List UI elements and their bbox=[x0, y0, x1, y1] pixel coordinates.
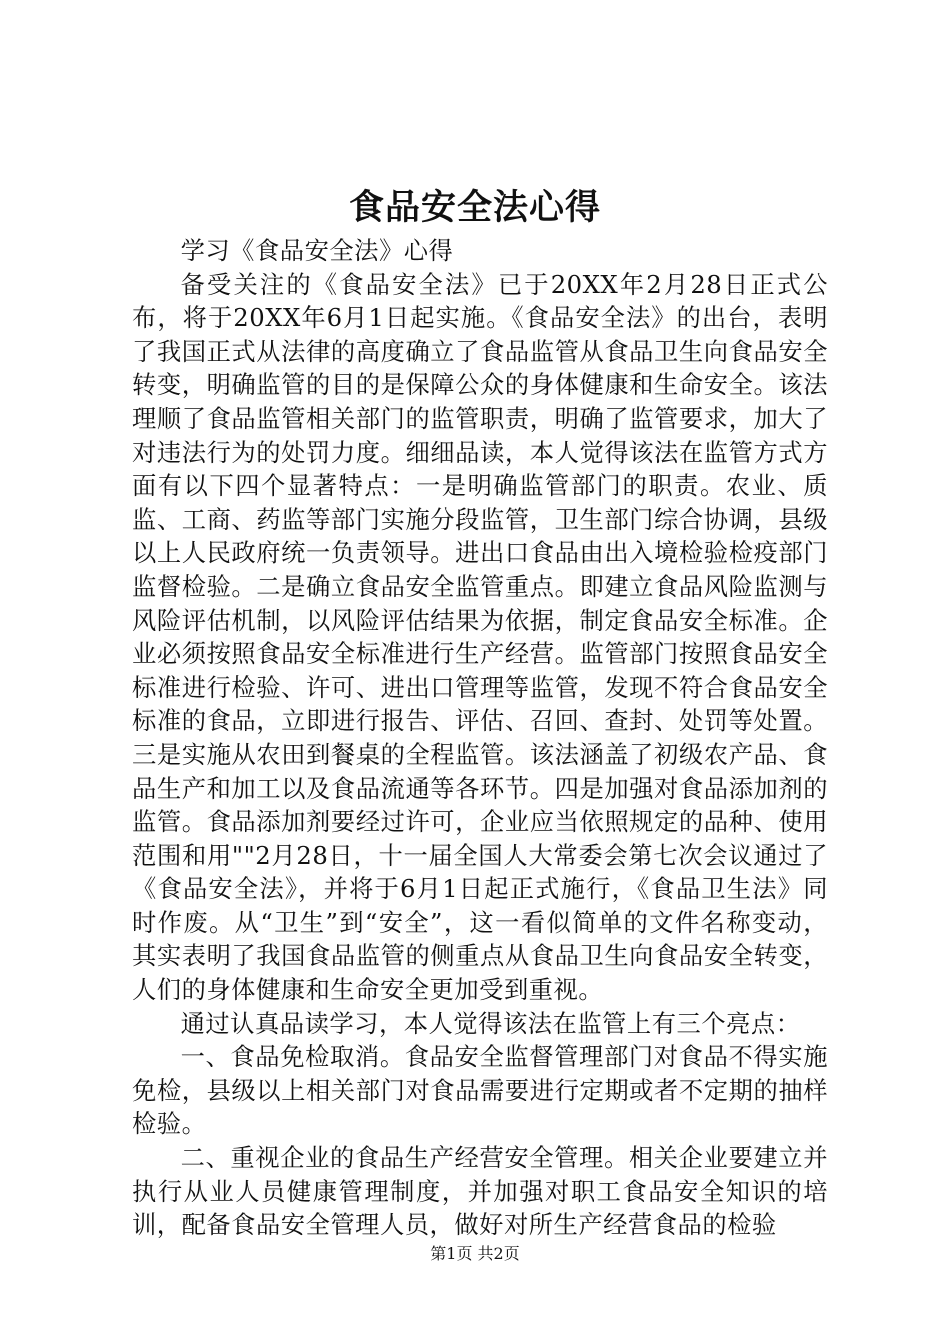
paragraph-main: 备受关注的《食品安全法》已于20XX年2月28日正式公布，将于20XX年6月1日起实施。《食品安全法》的出台，表明了我国正式从法律的高度确立了食品监管从食品卫生向食品安全转变，明确监管的目的是保障公众的身体健康和生命安全。该法理顺了食品监管相关部门的监管职责，明确了监管要求，加大了对违法行为的处罚力度。细细品读，本人觉得该法在监管方式方面有以下四个显著特点：一是明确监管部门的职责。农业、质监、工商、药监等部门实施分段监管，卫生部门综合协调，县级以上人民政府统一负责领导。进出口食品由出入境检验检疫部门监督检验。二是确立食品安全监管重点。即建立食品风险监测与风险评估机制，以风险评估结果为依据，制定食品安全标准。企业必须按照食品安全标准进行生产经营。监管部门按照食品安全标准进行检验、许可、进出口管理等监管，发现不符合食品安全标准的食品，立即进行报告、评估、召回、查封、处罚等处置。三是实施从农田到餐桌的全程监管。该法涵盖了初级农产品、食品生产和加工以及食品流通等各环节。四是加强对食品添加剂的监管。食品添加剂要经过许可，企业应当依照规定的品种、使用范围和用""2月28日，十一届全国人大常委会第七次会议通过了《食品安全法》，并将于6月1日起正式施行，《食品卫生法》同时作废。从“卫生”到“安全”，这一看似简单的文件名称变动，其实表明了我国食品监管的侧重点从食品卫生向食品安全转变，人们的身体健康和生命安全更加受到重视。 bbox=[132, 269, 828, 1005]
paragraph-point-two: 二、重视企业的食品生产经营安全管理。相关企业要建立并执行从业人员健康管理制度，并加强对职工食品安全知识的培训，配备食品安全管理人员，做好对所生产经营食品的检验 bbox=[132, 1143, 828, 1240]
document-body bbox=[132, 234, 828, 1242]
paragraph-highlights-intro: 通过认真品读学习，本人觉得该法在监管上有三个亮点： bbox=[180, 1008, 801, 1038]
paragraph-subtitle: 学习《食品安全法》心得 bbox=[180, 236, 454, 265]
document-title: 食品安全法心得 bbox=[348, 188, 601, 228]
paragraph-point-one: 一、食品免检取消。食品安全监督管理部门对食品不得实施免检，县级以上相关部门对食品需要进行定期或者不定期的抽样检验。 bbox=[132, 1042, 828, 1139]
page-number-footer: 第1页 共2页 bbox=[430, 1244, 520, 1263]
